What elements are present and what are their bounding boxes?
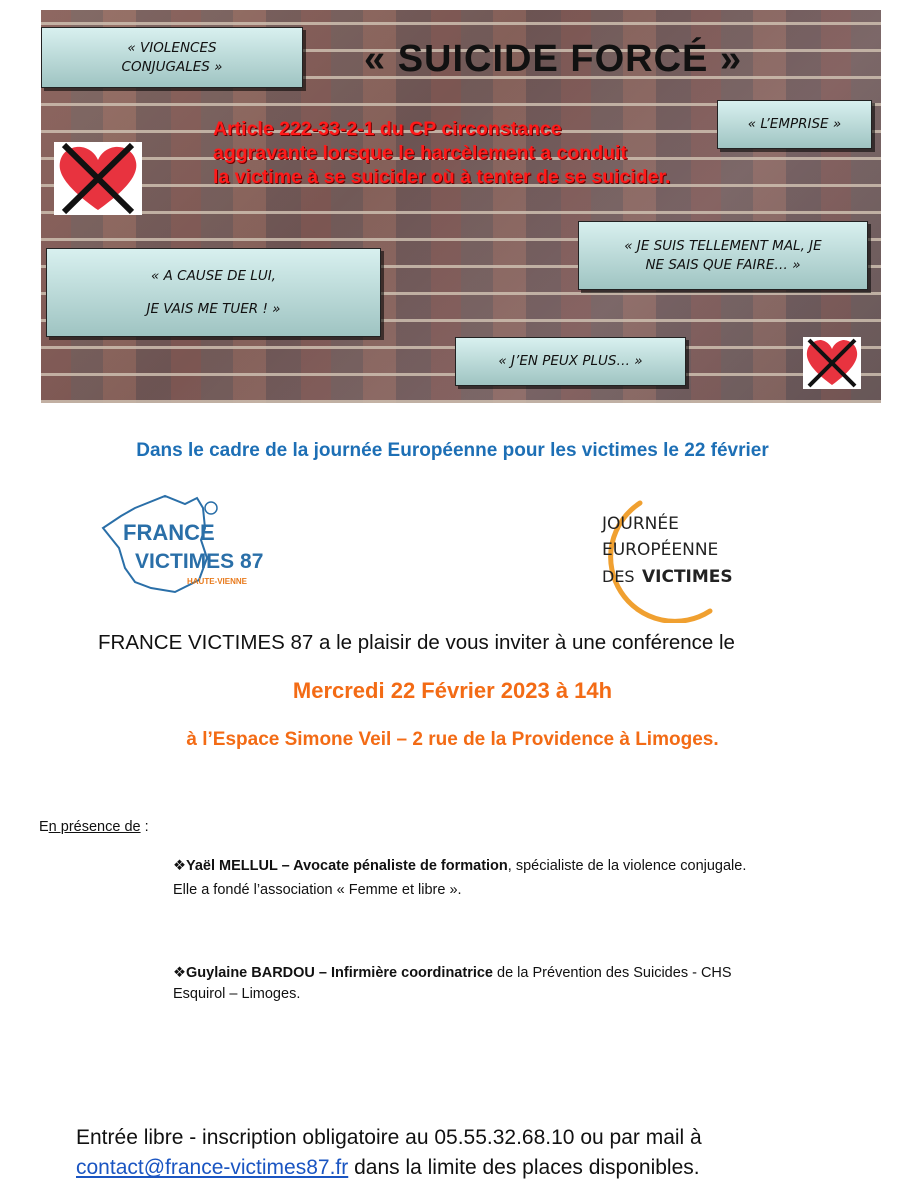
journee-europeenne-logo <box>580 493 760 623</box>
quote-emprise <box>717 100 872 149</box>
logo-text-victimes: VICTIMES 87 <box>135 550 264 573</box>
speaker-name: Yaël MELLUL – Avocate pénaliste de formation <box>186 858 508 874</box>
event-subtitle: Dans le cadre de la journée Européenne pour les victimes le 22 février <box>136 440 769 461</box>
presence-heading <box>39 819 149 835</box>
presence-prefix: E <box>39 819 49 835</box>
quote-violences-conjugales <box>41 27 303 88</box>
quote-tellement-mal <box>578 221 868 290</box>
speaker-item <box>173 856 773 901</box>
quote-line: « L’EMPRISE » <box>747 116 842 133</box>
quote-line: « JE SUIS TELLEMENT MAL, JE <box>624 237 822 254</box>
event-location: à l’Espace Simone Veil – 2 rue de la Providence à Limoges. <box>186 729 719 750</box>
article-line: Article 222-33-2-1 du CP circonstance <box>213 118 562 140</box>
logo-text-europeenne: EUROPÉENNE <box>602 540 719 560</box>
presence-underlined: n présence de <box>48 819 141 835</box>
footer-line-rest: dans la limite des places disponibles. <box>348 1156 700 1180</box>
speaker-extra: Elle a fondé l’association « Femme et libre ». <box>173 882 462 899</box>
france-victimes-logo <box>95 488 275 598</box>
footer-line: Entrée libre - inscription obligatoire au 05.55.32.68.10 ou par mail à <box>76 1126 702 1149</box>
speaker-description: de la Prévention des Suicides - CHS Esquirol – Limoges. <box>173 965 732 1003</box>
quote-a-cause-de-lui <box>46 248 381 337</box>
logo-text-des: DES <box>602 567 635 586</box>
quote-line: « J’EN PEUX PLUS… » <box>498 353 643 370</box>
article-line: la victime à se suicider où à tenter de se suicider. <box>213 165 671 188</box>
speaker-name: Guylaine BARDOU – Infirmière coordinatrice <box>186 965 493 981</box>
diamond-bullet-icon: ❖ <box>173 858 186 874</box>
header-banner <box>41 10 881 403</box>
crossed-heart-icon <box>803 337 861 389</box>
logo-text-france: FRANCE <box>123 520 215 545</box>
quote-line: JE VAIS ME TUER ! » <box>146 300 281 317</box>
footer-registration <box>76 1123 876 1184</box>
logo-text-haute-vienne: HAUTE-VIENNE <box>187 577 248 586</box>
crossed-heart-icon <box>54 142 142 215</box>
invitation-text: FRANCE VICTIMES 87 a le plaisir de vous inviter à une conférence le <box>98 631 735 654</box>
presence-suffix: : <box>140 819 149 835</box>
logo-text-journee: JOURNÉE <box>602 514 679 534</box>
quote-line: « A CAUSE DE LUI, <box>151 268 276 285</box>
diamond-bullet-icon: ❖ <box>173 965 186 981</box>
contact-email-link[interactable]: contact@france-victimes87.fr <box>76 1156 349 1180</box>
quote-line: NE SAIS QUE FAIRE… » <box>645 256 801 273</box>
speaker-description: , spécialiste de la violence conjugale. <box>507 858 747 874</box>
logo-text-victimes: VICTIMES <box>642 567 733 587</box>
speaker-item <box>173 963 773 1005</box>
quote-en-peux-plus <box>455 337 686 386</box>
quote-line: « VIOLENCES <box>127 39 217 56</box>
quote-line: CONJUGALES » <box>121 58 223 75</box>
event-date: Mercredi 22 Février 2023 à 14h <box>292 678 613 703</box>
article-line: aggravante lorsque le harcèlement a conduit <box>213 141 627 164</box>
banner-title: « SUICIDE FORCÉ » <box>364 38 743 80</box>
